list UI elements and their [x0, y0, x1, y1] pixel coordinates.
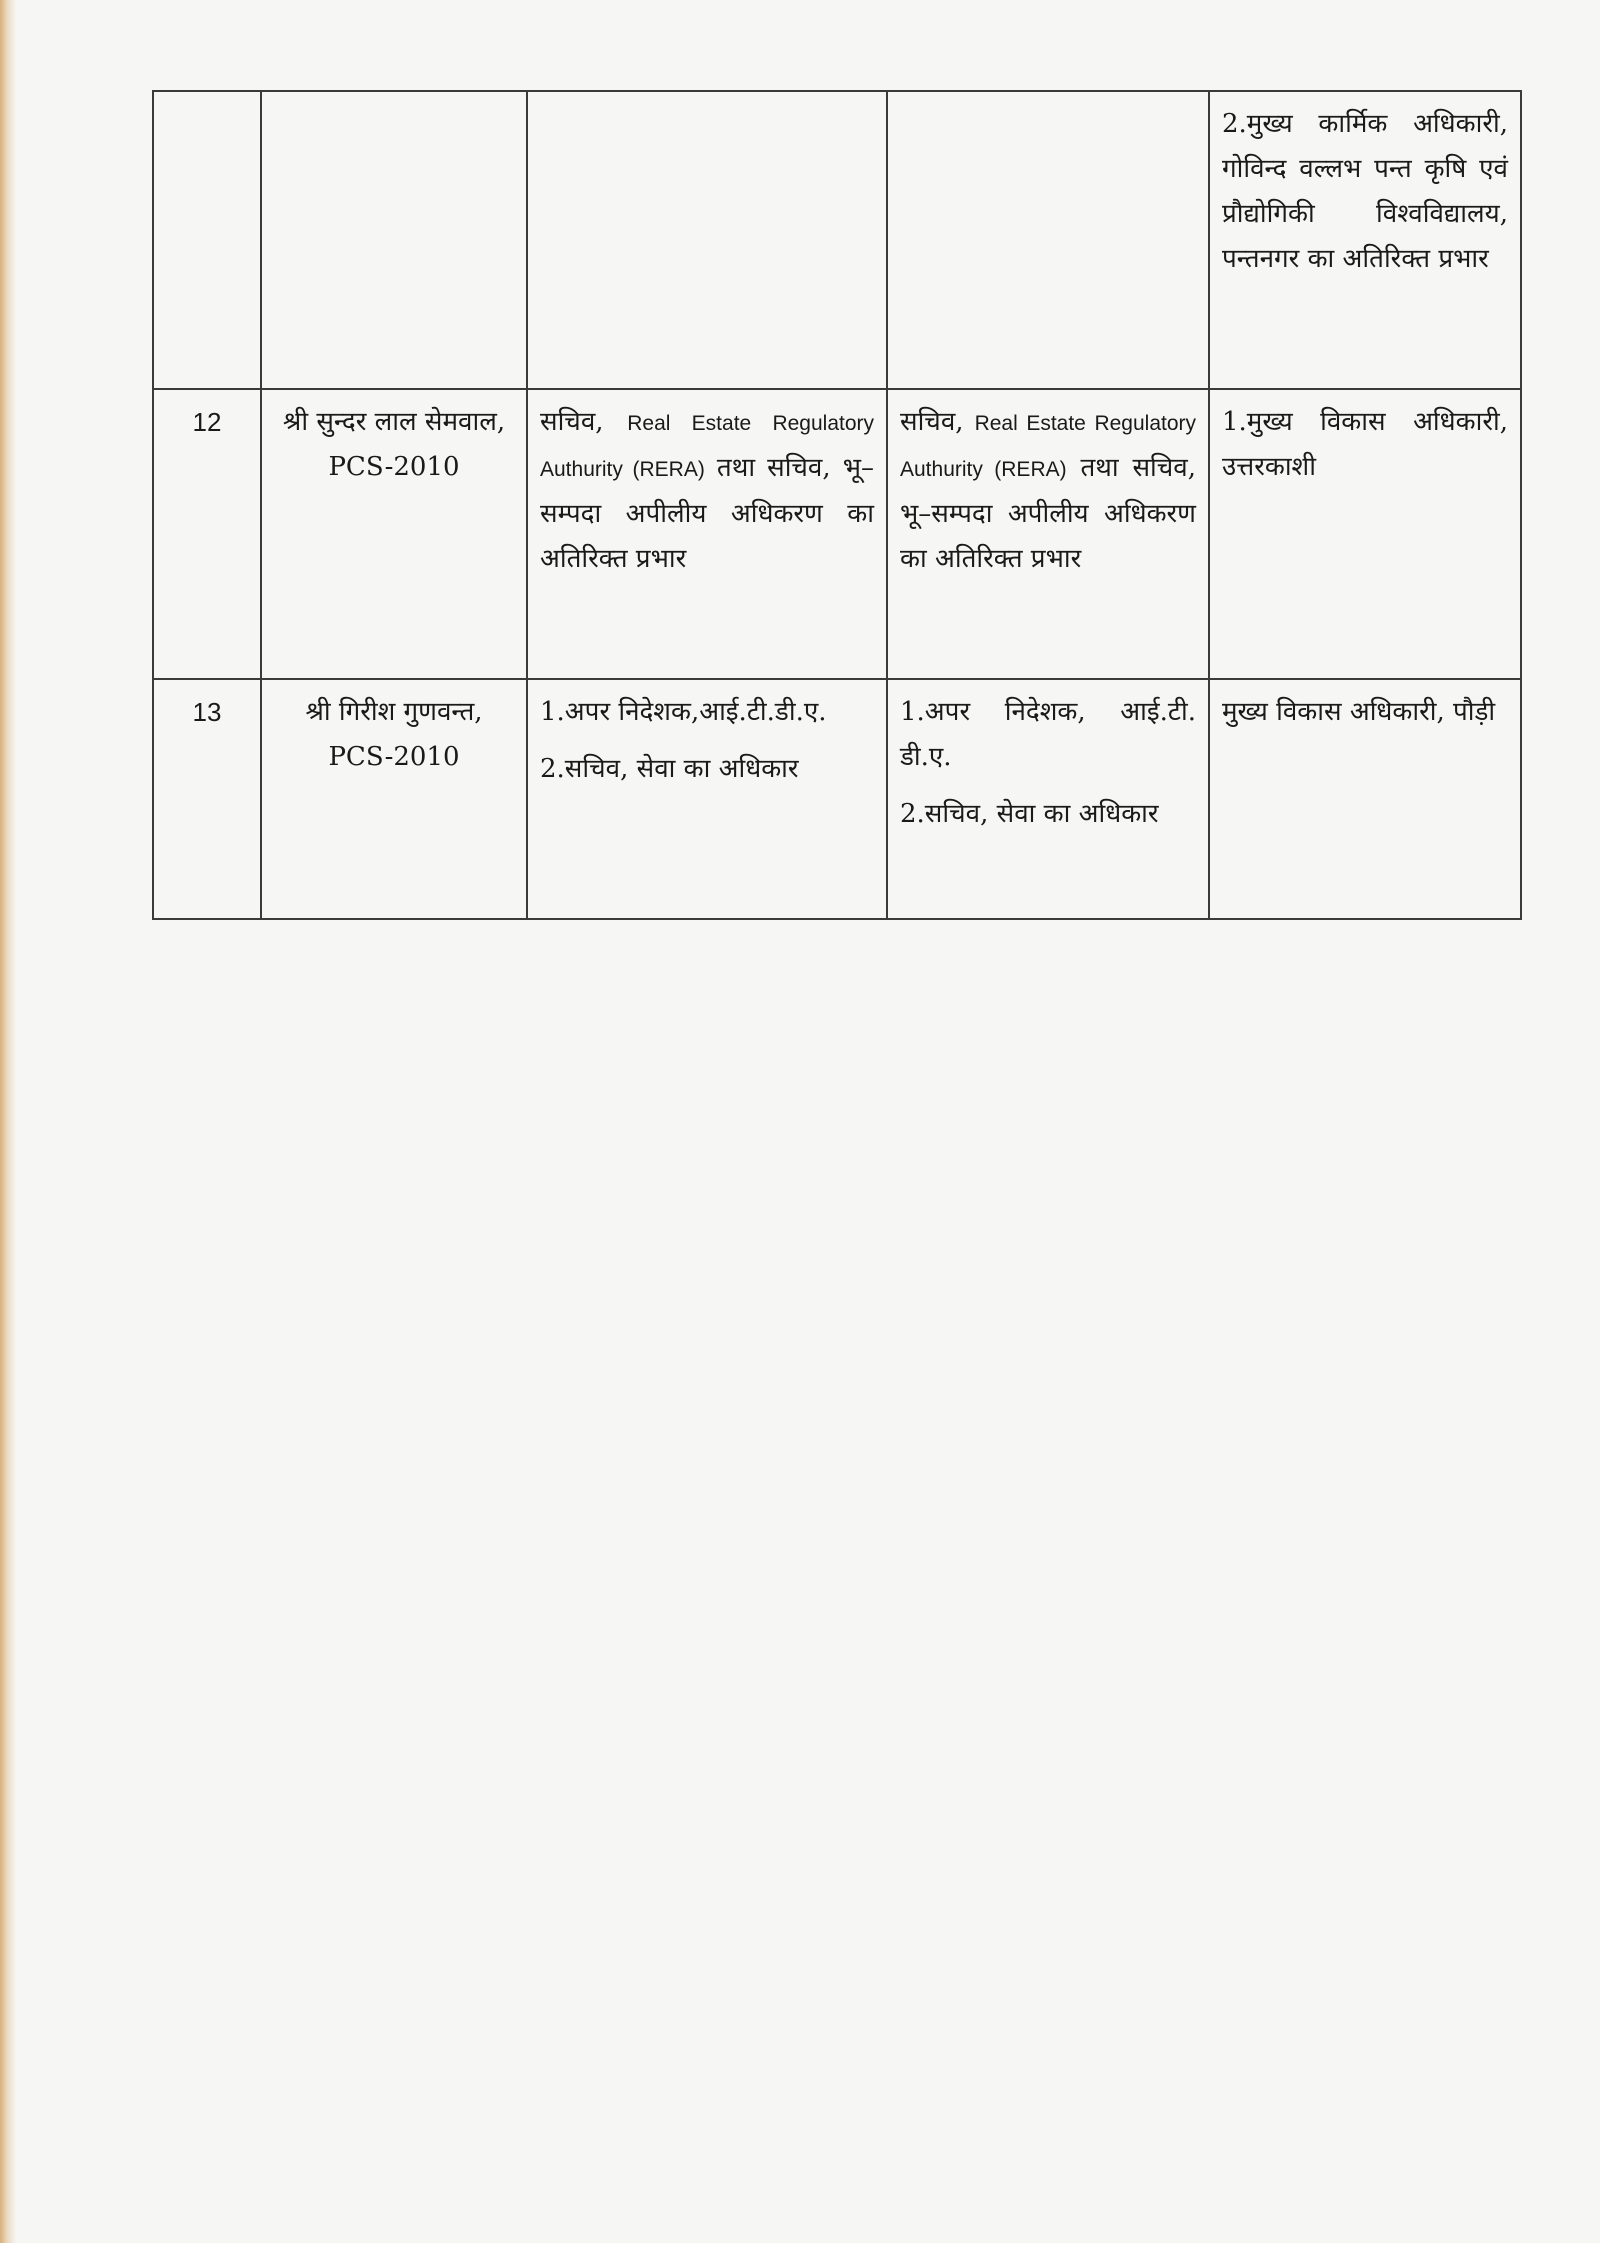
- additional-charge-cell: [1209, 679, 1521, 919]
- new-posting-cell: [887, 91, 1209, 389]
- new-posting-body-english: Real Estate Regulatory Authurity (RERA): [900, 412, 1196, 481]
- present-posting-item-2: 2.सचिव, सेवा का अधिकार: [540, 754, 799, 784]
- officer-name-cell: [261, 679, 527, 919]
- officer-name: श्री सुन्दर लाल सेमवाल,: [282, 407, 506, 437]
- posting-table: [152, 90, 1522, 920]
- new-posting-cell: [887, 679, 1209, 919]
- new-posting-item-1: 1.अपर निदेशक, आई.टी. डी.ए.: [900, 697, 1196, 772]
- table-row: [153, 389, 1521, 679]
- officer-name-cell: [261, 91, 527, 389]
- officer-name-cell: [261, 389, 527, 679]
- table-row: [153, 91, 1521, 389]
- present-posting-body-english: Real Estate Regulatory Authurity (RERA): [540, 412, 875, 481]
- present-posting-cell: [527, 389, 887, 679]
- table-row: [153, 679, 1521, 919]
- serial-number: 12: [192, 407, 222, 437]
- additional-charge-cell: [1209, 91, 1521, 389]
- present-posting-item-1: 1.अपर निदेशक,आई.टी.डी.ए.: [540, 697, 827, 727]
- additional-charge-text: मुख्य विकास अधिकारी, पौड़ी: [1222, 697, 1496, 727]
- serial-number-cell: [153, 679, 261, 919]
- new-posting-item-2: 2.सचिव, सेवा का अधिकार: [900, 799, 1159, 829]
- officer-name: श्री गिरीश गुणवन्त,: [305, 697, 483, 727]
- new-posting-title: सचिव,: [900, 407, 964, 437]
- officer-cadre: PCS-2010: [328, 452, 460, 482]
- present-posting-body-hindi: तथा सचिव, भू–सम्पदा अपीलीय अधिकरण का अतिरिक्त प्रभार: [540, 453, 874, 574]
- new-posting-cell: [887, 389, 1209, 679]
- serial-number-cell: [153, 91, 261, 389]
- present-posting-cell: [527, 679, 887, 919]
- new-posting-body-hindi: तथा सचिव, भू–सम्पदा अपीलीय अधिकरण का अतिरिक्त प्रभार: [900, 453, 1196, 574]
- additional-charge-text: 1.मुख्य विकास अधिकारी, उत्तरकाशी: [1222, 407, 1508, 482]
- scan-edge-shadow: [0, 0, 16, 2243]
- officer-cadre: PCS-2010: [328, 742, 460, 772]
- present-posting-cell: [527, 91, 887, 389]
- serial-number: 13: [192, 697, 222, 727]
- serial-number-cell: [153, 389, 261, 679]
- additional-charge-cell: [1209, 389, 1521, 679]
- additional-charge-text: 2.मुख्य कार्मिक अधिकारी, गोविन्द वल्लभ पन्त कृषि एवं प्रौद्योगिकी विश्वविद्यालय, पन्तनगर का अतिरिक्त प्रभार: [1222, 109, 1508, 274]
- present-posting-title: सचिव,: [540, 407, 604, 437]
